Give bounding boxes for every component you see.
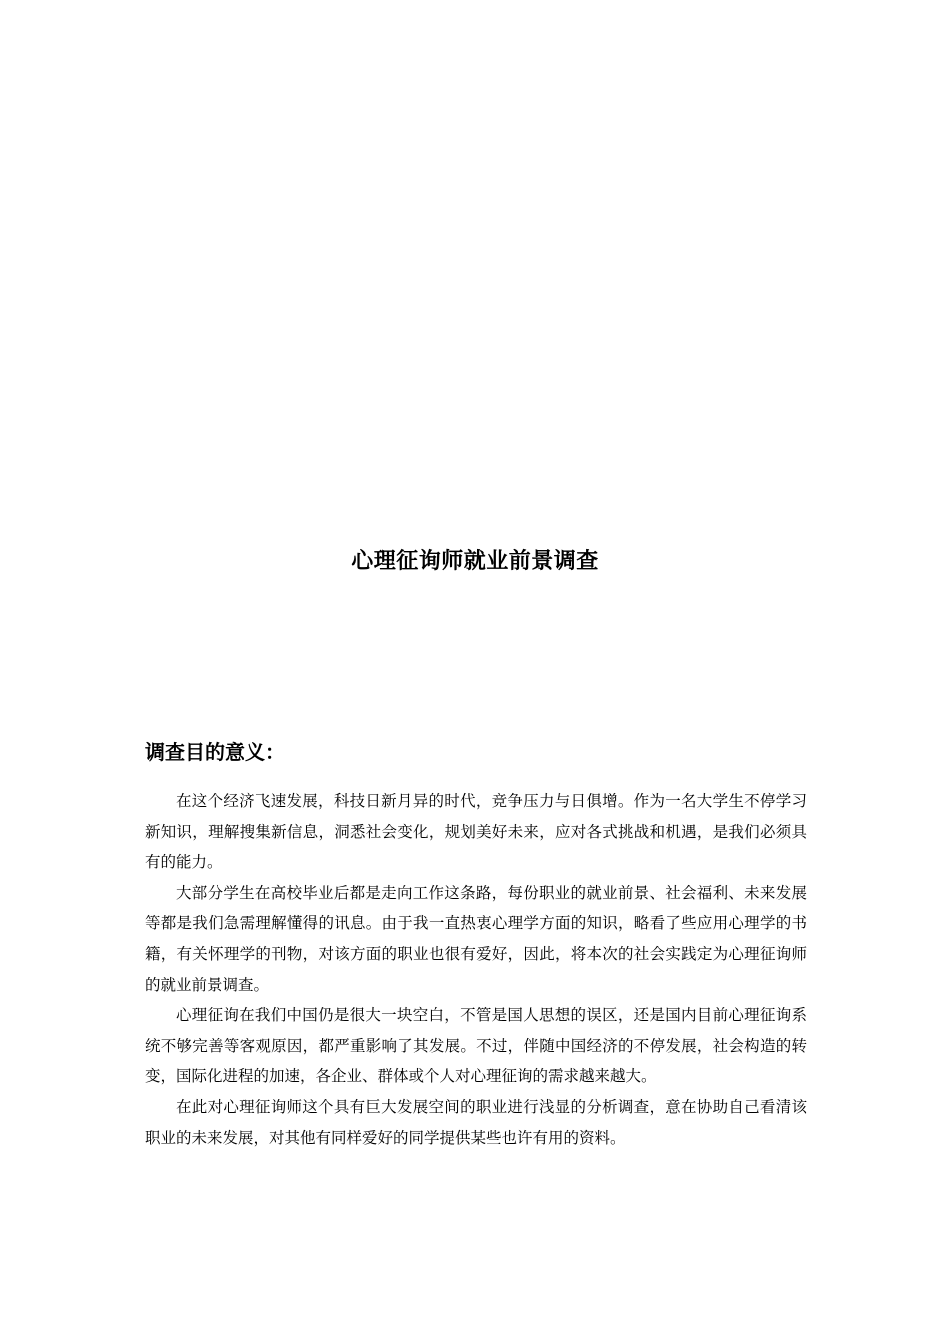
paragraph: 在这个经济飞速发展，科技日新月异的时代，竞争压力与日俱增。作为一名大学生不停学习新知识，理解搜集新信息，洞悉社会变化，规划美好未来，应对各式挑战和机遇，是我们必须具有的能力。 xyxy=(145,792,807,872)
paragraph: 心理征询在我们中国仍是很大一块空白，不管是国人思想的误区，还是国内目前心理征询系统不够完善等客观原因，都严重影响了其发展。不过，伴随中国经济的不停发展，社会构造的转变，国际化进程的加速，各企业、群体或个人对心理征询的需求越来越大。 xyxy=(145,1006,807,1086)
paragraph: 在此对心理征询师这个具有巨大发展空间的职业进行浅显的分析调查，意在协助自己看清该职业的未来发展，对其他有同样爱好的同学提供某些也许有用的资料。 xyxy=(145,1097,807,1147)
body-text xyxy=(145,786,807,1153)
paragraph: 大部分学生在高校毕业后都是走向工作这条路，每份职业的就业前景、社会福利、未来发展等都是我们急需理解懂得的讯息。由于我一直热衷心理学方面的知识，略看了些应用心理学的书籍，有关怀理学的刊物，对该方面的职业也很有爱好，因此，将本次的社会实践定为心理征询师的就业前景调查。 xyxy=(145,883,807,994)
section-heading: 调查目的意义： xyxy=(145,740,285,764)
document-title: 心理征询师就业前景调查 xyxy=(351,549,599,574)
